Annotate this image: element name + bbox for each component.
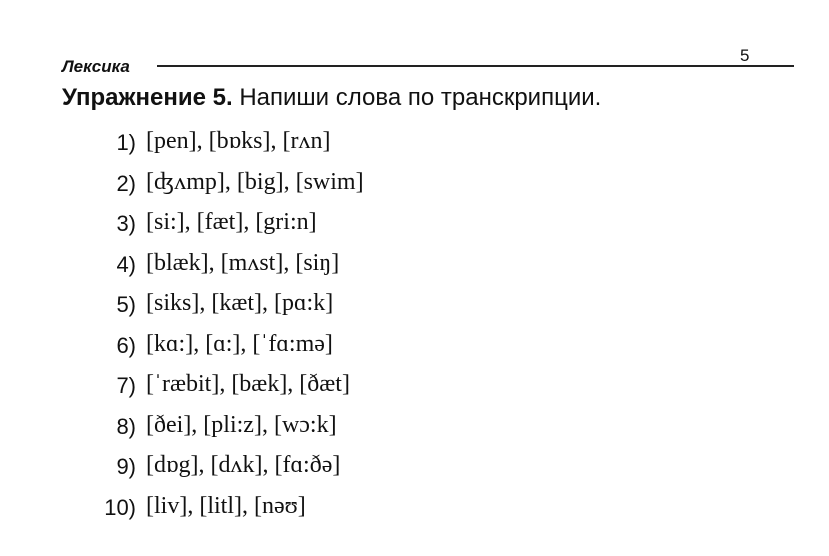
exercise-instruction: Напиши слова по транскрипции.: [239, 84, 602, 111]
item-transcriptions: [ðei], [pli:z], [wɔ:k]: [146, 411, 337, 438]
item-transcriptions: [pen], [bɒks], [rʌn]: [146, 128, 331, 154]
list-item: [0, 331, 829, 372]
item-transcriptions: [kɑ:], [ɑ:], [ˈfɑ:mə]: [146, 330, 333, 357]
section-title: Лексика: [62, 57, 130, 76]
item-number: 1): [116, 130, 136, 155]
list-item: [0, 209, 829, 250]
item-number: 6): [116, 332, 136, 358]
list-item: [0, 371, 829, 412]
item-number: 3): [116, 211, 136, 236]
list-item: [0, 493, 829, 534]
item-number: 2): [116, 170, 136, 196]
list-item: [0, 290, 829, 331]
item-transcriptions: [siks], [kæt], [pɑ:k]: [146, 290, 334, 316]
item-number: 10): [104, 494, 136, 520]
transcription-list: [0, 128, 829, 533]
item-number: 5): [116, 292, 136, 317]
header-rule: [157, 65, 794, 67]
list-item: [0, 128, 829, 169]
exercise-heading: [62, 84, 601, 112]
item-transcriptions: [dɒg], [dʌk], [fɑ:ðə]: [146, 452, 341, 478]
item-number: 9): [116, 454, 136, 479]
item-transcriptions: [ˈræbit], [bæk], [ðæt]: [146, 371, 350, 397]
list-item: [0, 250, 829, 291]
item-transcriptions: [blæk], [mʌst], [siŋ]: [146, 249, 340, 276]
item-transcriptions: [liv], [litl], [nəʊ]: [146, 492, 306, 519]
list-item: [0, 452, 829, 493]
list-item: [0, 412, 829, 453]
item-transcriptions: [ʤʌmp], [big], [swim]: [146, 168, 364, 195]
exercise-label: Упражнение 5.: [62, 84, 233, 111]
item-transcriptions: [si:], [fæt], [gri:n]: [146, 209, 317, 235]
page-number: 5: [740, 46, 750, 65]
item-number: 7): [116, 373, 136, 398]
item-number: 4): [116, 251, 136, 277]
list-item: [0, 169, 829, 210]
item-number: 8): [116, 413, 136, 439]
page-header: [62, 46, 762, 82]
